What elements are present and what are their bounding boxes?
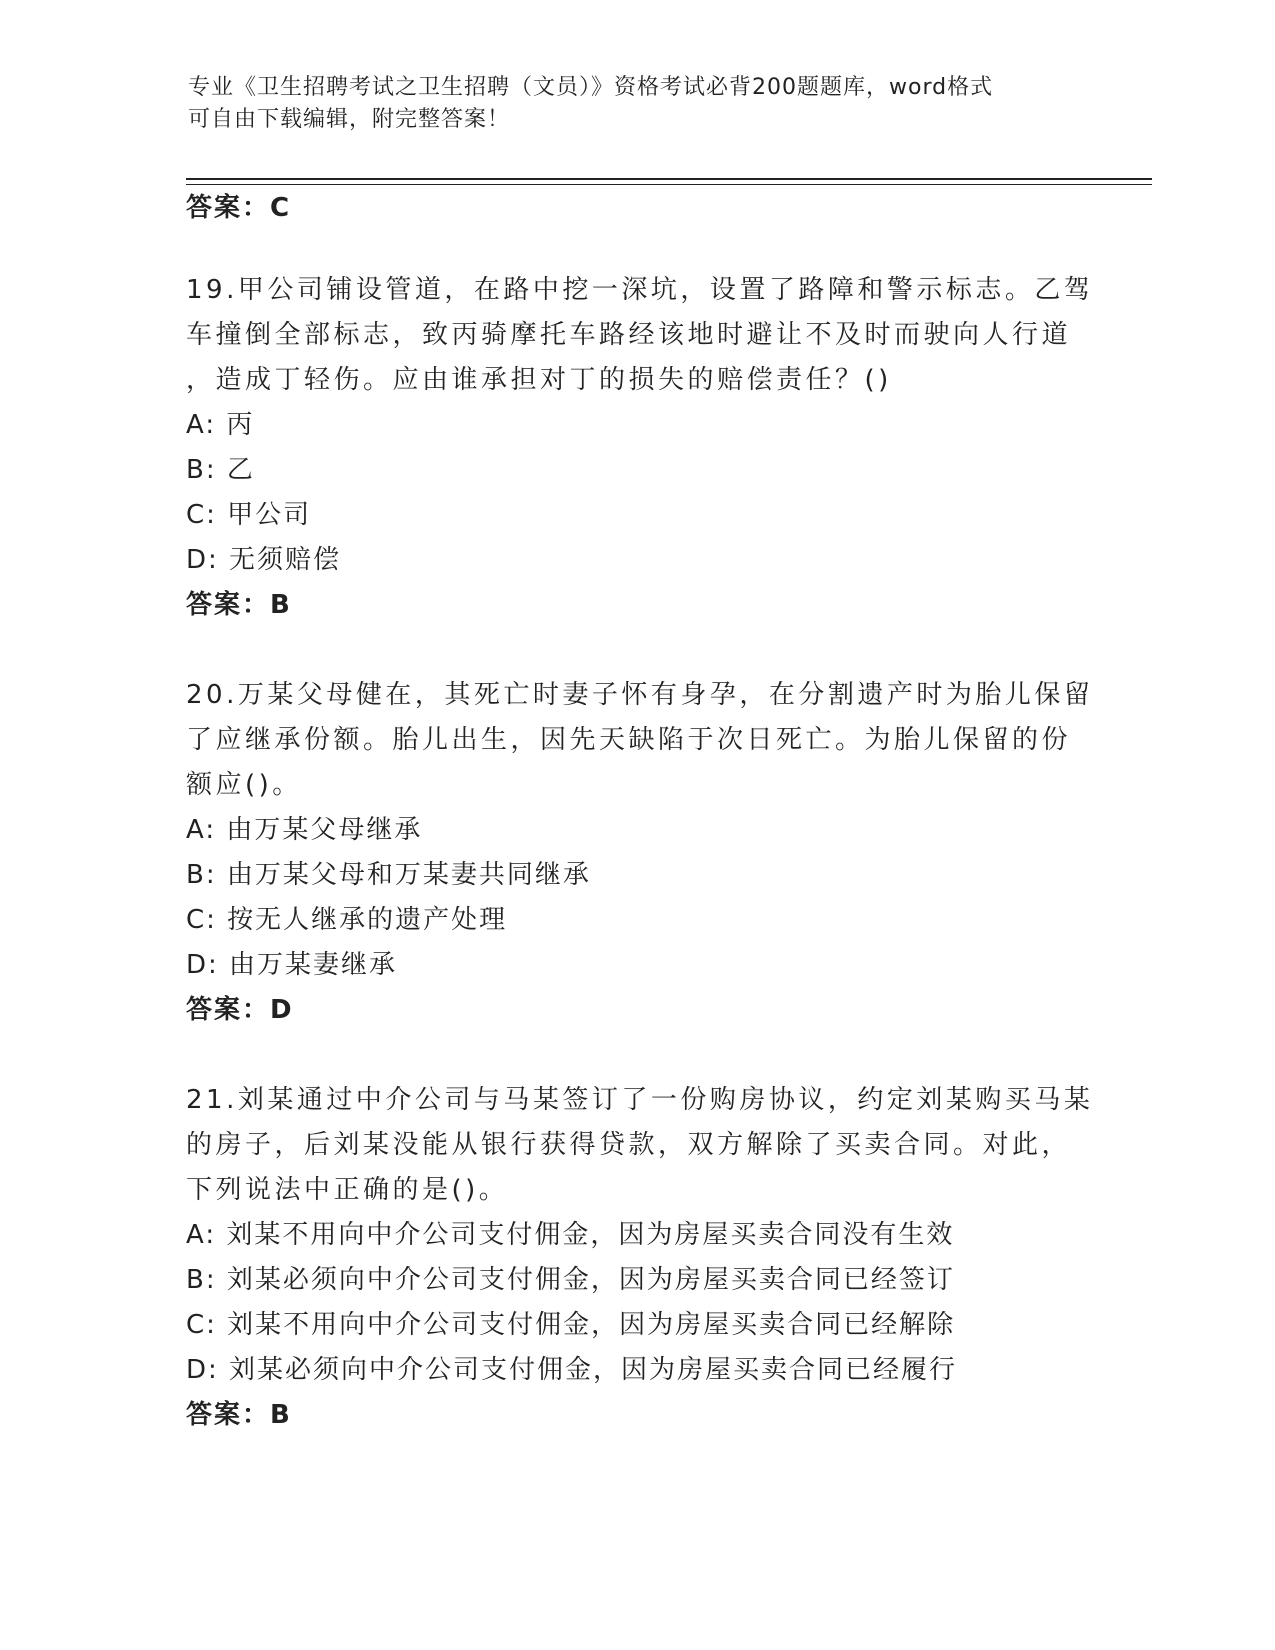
header-line-1: 专业《卫生招聘考试之卫生招聘（文员）》资格考试必背200题题库，word格式 [188, 75, 994, 100]
option-a: A: 由万某父母继承 [186, 815, 423, 845]
question-text-line: ，造成丁轻伤。应由谁承担对丁的损失的赔偿责任？() [186, 365, 892, 395]
option-b: B: 由万某父母和万某妻共同继承 [186, 860, 591, 890]
option-a: A: 刘某不用向中介公司支付佣金，因为房屋买卖合同没有生效 [186, 1220, 955, 1250]
option-c: C: 刘某不用向中介公司支付佣金，因为房屋买卖合同已经解除 [186, 1310, 956, 1340]
question-text-line: 车撞倒全部标志，致丙骑摩托车路经该地时避让不及时而驶向人行道 [186, 320, 1072, 350]
question-19 [186, 268, 1094, 628]
question-text-line: 下列说法中正确的是()。 [186, 1175, 509, 1205]
question-20 [186, 673, 1094, 1033]
header-line-2: 可自由下载编辑，附完整答案！ [188, 107, 511, 132]
option-a: A: 丙 [186, 410, 255, 440]
option-c: C: 按无人继承的遗产处理 [186, 905, 508, 935]
option-d: D: 由万某妻继承 [186, 950, 398, 980]
question-text-line: 20.万某父母健在，其死亡时妻子怀有身孕，在分割遗产时为胎儿保留 [186, 680, 1094, 710]
header-rule-thin [186, 184, 1152, 185]
question-text-line: 额应()。 [186, 770, 302, 800]
question-text-line: 了应继承份额。胎儿出生，因先天缺陷于次日死亡。为胎儿保留的份 [186, 725, 1072, 755]
page-header [188, 72, 1068, 136]
question-21 [186, 1078, 1094, 1438]
option-d: D: 刘某必须向中介公司支付佣金，因为房屋买卖合同已经履行 [186, 1355, 958, 1385]
question-text-line: 的房子，后刘某没能从银行获得贷款，双方解除了买卖合同。对此， [186, 1130, 1072, 1160]
previous-answer-block [186, 186, 1086, 231]
option-c: C: 甲公司 [186, 500, 312, 530]
question-text-line: 19.甲公司铺设管道，在路中挖一深坑，设置了路障和警示标志。乙驾 [186, 275, 1094, 305]
answer-text: 答案：B [186, 590, 292, 620]
answer-text: 答案：D [186, 995, 294, 1025]
option-b: B: 刘某必须向中介公司支付佣金，因为房屋买卖合同已经签订 [186, 1265, 955, 1295]
question-text-line: 21.刘某通过中介公司与马某签订了一份购房协议，约定刘某购买马某 [186, 1085, 1094, 1115]
option-b: B: 乙 [186, 455, 255, 485]
header-rule [186, 178, 1152, 180]
option-d: D: 无须赔偿 [186, 545, 342, 575]
answer-text: 答案：B [186, 1400, 292, 1430]
answer-text: 答案：C [186, 193, 292, 223]
